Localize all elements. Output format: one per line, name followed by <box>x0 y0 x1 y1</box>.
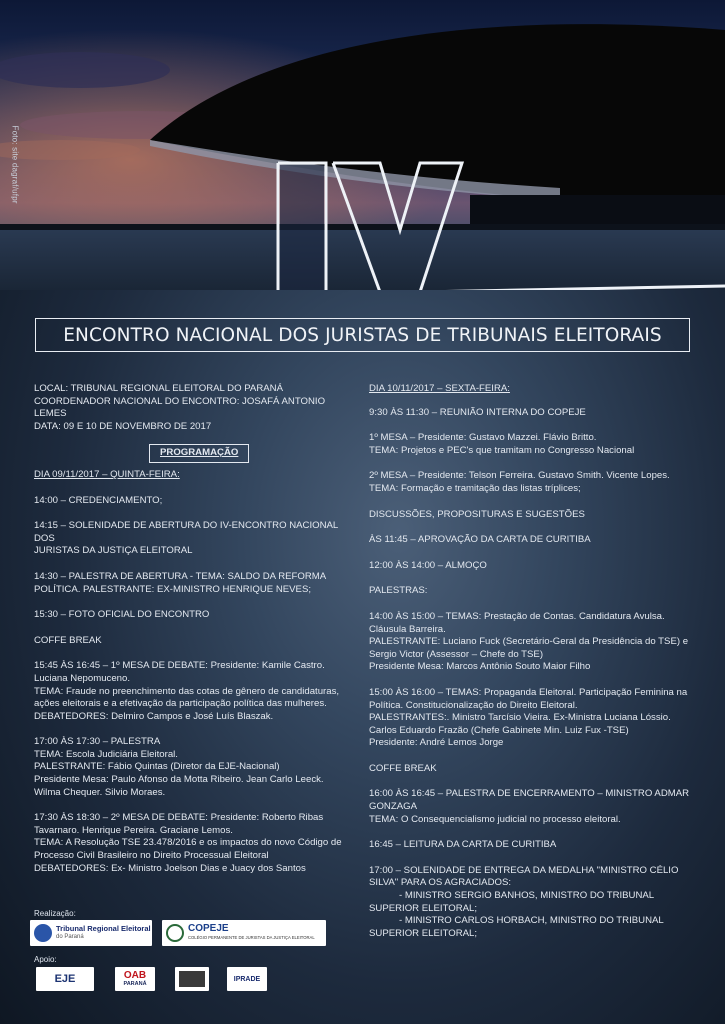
header-photo <box>0 0 725 290</box>
copeje-logo <box>162 920 326 946</box>
copeje-emblem-icon <box>166 924 184 942</box>
day1-item: 15:45 ÀS 16:45 – 1º MESA DE DEBATE: Presidente: Kamile Castro. Luciana Nepomuceno. TEMA: Fraude no preenchimento das cotas de gênero de candidaturas, ações eleitorais e a efetivação da participação política das mulheres. DEBATEDORES: Delmiro Campos e José Luís Blaszak. <box>34 660 340 722</box>
photo-credit: Foto: site dagraf/ufpr <box>10 125 20 204</box>
day1-item: 17:30 ÀS 18:30 – 2º MESA DE DEBATE: Presidente: Roberto Ribas Tavarnaro. Henrique Pereira. Graciane Lemos. TEMA: A Resolução TSE 23.478/2016 e os impactos do novo Código de Processo Civil Brasileiro no Direito Processual Eleitoral DEBATEDORES: Ex- Ministro Joelson Dias e Juacy dos Santos <box>34 812 342 874</box>
day2-item: DISCUSSÕES, PROPOSITURAS E SUGESTÕES <box>369 508 585 520</box>
oab-text: OAB <box>123 969 147 981</box>
day2-heading: DIA 10/11/2017 – SEXTA-FEIRA: <box>369 383 510 394</box>
day1-item: COFFE BREAK <box>34 634 102 646</box>
info-coordenador: COORDENADOR NACIONAL DO ENCONTRO: JOSAFÁ ANTONIO LEMES <box>34 395 326 420</box>
event-title: ENCONTRO NACIONAL DOS JURISTAS DE TRIBUNAIS ELEITORAIS <box>63 324 662 346</box>
day1-item: 17:00 ÀS 17:30 – PALESTRA TEMA: Escola Judiciária Eleitoral. PALESTRANTE: Fábio Quintas (Diretor da EJE-Nacional) Presidente Mesa: Paulo Afonso da Motta Ribeiro. Jean Carlo Leeck. Wilma Chequer. Silvio Moraes. <box>34 736 324 798</box>
iprade-logo <box>227 967 267 991</box>
copeje-name: COPEJE <box>188 923 229 934</box>
tre-seal-icon <box>34 924 52 942</box>
day2-item: PALESTRAS: <box>369 585 428 597</box>
programacao-label: PROGRAMAÇÃO <box>149 444 249 463</box>
oab-parana-logo <box>115 967 155 991</box>
day1-item: 14:00 – CREDENCIAMENTO; <box>34 494 163 506</box>
tre-parana-logo <box>30 920 152 946</box>
partner-logo <box>175 967 209 991</box>
right-column <box>369 383 699 940</box>
event-title-box <box>35 318 690 352</box>
tre-sub: do Paraná <box>56 934 84 940</box>
iprade-text: IPRADE <box>233 975 261 983</box>
tre-name: Tribunal Regional Eleitoral <box>56 924 151 933</box>
day2-item: 12:00 ÀS 14:00 – ALMOÇO <box>369 559 487 571</box>
day2-item: 9:30 ÀS 11:30 – REUNIÃO INTERNA DO COPEJE <box>369 406 586 418</box>
day1-heading: DIA 09/11/2017 – QUINTA-FEIRA: <box>34 468 180 480</box>
oab-sub: PARANÁ <box>123 980 147 987</box>
day1-item: 14:15 – SOLENIDADE DE ABERTURA DO IV-ENCONTRO NACIONAL DOS JURISTAS DA JUSTIÇA ELEITORAL <box>34 520 338 557</box>
copeje-sub: COLÉGIO PERMANENTE DE JURISTAS DA JUSTIÇA ELEITORAL <box>188 935 315 940</box>
day2-final-item: 17:00 – SOLENIDADE DE ENTREGA DA MEDALHA "MINISTRO CÉLIO SILVA" PARA OS AGRACIADOS: - MINISTRO SERGIO BANHOS, MINISTRO DO TRIBUNAL SUPERIOR ELEITORAL; - MINISTRO CARLOS HORBACH, MINISTRO DO TRIBUNAL SUPERIOR ELEITORAL; <box>369 864 679 939</box>
day2-item: 2º MESA – Presidente: Telson Ferreira. Gustavo Smith. Vicente Lopes. TEMA: Formação e tramitação das listas tríplices; <box>369 470 670 494</box>
day2-item: ÀS 11:45 – APROVAÇÃO DA CARTA DE CURITIBA <box>369 534 591 546</box>
day2-item: 1º MESA – Presidente: Gustavo Mazzei. Flávio Britto. TEMA: Projetos e PEC's que tramitam no Congresso Nacional <box>369 432 635 456</box>
eje-text: EJE <box>54 973 76 985</box>
partner-emblem-icon <box>179 971 205 987</box>
day1-item: 14:30 – PALESTRA DE ABERTURA - TEMA: SALDO DA REFORMA POLÍTICA. PALESTRANTE: EX-MINISTRO HENRIQUE NEVES; <box>34 570 327 595</box>
day2-item: 16:45 – LEITURA DA CARTA DE CURITIBA <box>369 839 557 851</box>
day2-item: 15:00 ÀS 16:00 – TEMAS: Propaganda Eleitoral. Participação Feminina na Política. Constitucionalização do Direito Eleitoral. PALESTRANTES:. Ministro Tarcísio Vieira. Ex-Ministra Luciana Lóssio. Carlos Eduardo Frazão (Chefe Gabinete Min. Luiz Fux -TSE) Presidente: André Lemos Jorge <box>369 686 688 749</box>
left-column <box>34 383 352 888</box>
day2-item: 14:00 ÀS 15:00 – TEMAS: Prestação de Contas. Candidatura Avulsa. Cláusula Barreira. PALESTRANTE: Luciano Fuck (Secretário-Geral da Presidência do TSE) e Sergio Victor (Assessor – Chefe do TSE) Presidente Mesa: Marcos Antônio Souto Maior Filho <box>369 610 689 673</box>
day2-item: 16:00 ÀS 16:45 – PALESTRA DE ENCERRAMENTO – MINISTRO ADMAR GONZAGA TEMA: O Consequencialismo judicial no processo eleitoral. <box>369 788 690 825</box>
info-local: LOCAL: TRIBUNAL REGIONAL ELEITORAL DO PARANÁ <box>34 383 283 394</box>
info-data: DATA: 09 E 10 DE NOVEMBRO DE 2017 <box>34 420 212 432</box>
apoio-label: Apoio: <box>34 955 57 964</box>
eje-logo <box>36 967 94 991</box>
day2-item: COFFE BREAK <box>369 762 437 774</box>
day1-item: 15:30 – FOTO OFICIAL DO ENCONTRO <box>34 609 210 621</box>
realizacao-label: Realização: <box>34 909 76 918</box>
